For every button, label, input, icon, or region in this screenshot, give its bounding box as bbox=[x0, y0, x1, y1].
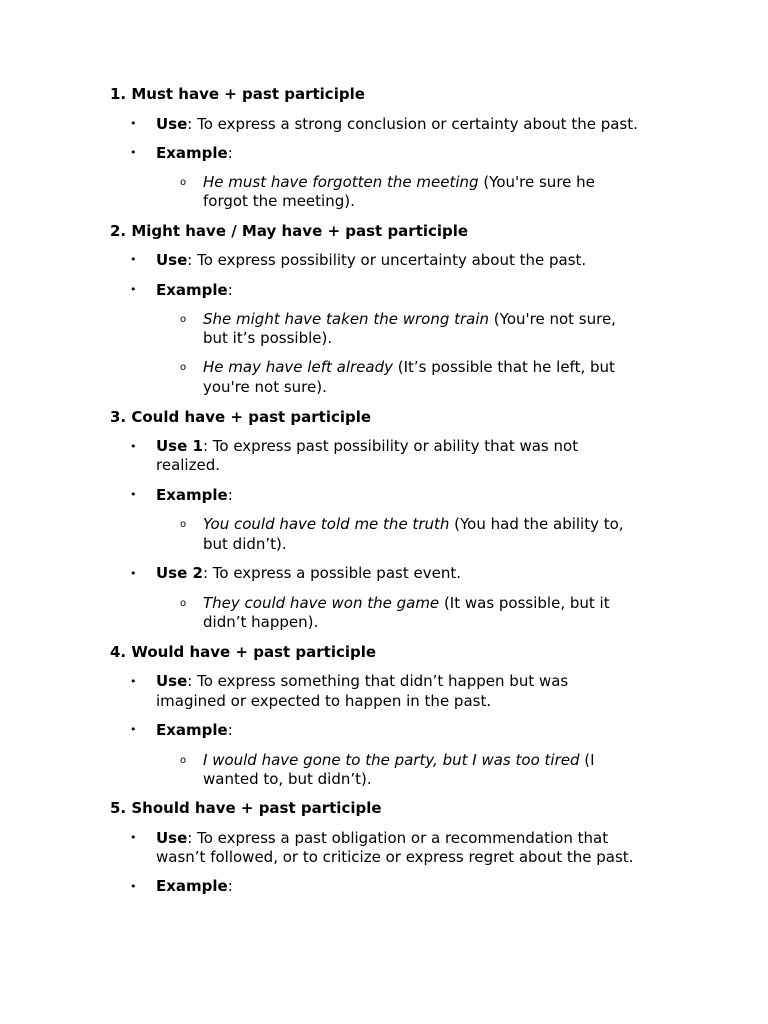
example-continuation: you're not sure). bbox=[203, 378, 327, 396]
example-italic: She might have taken the wrong train bbox=[203, 310, 490, 328]
bullet-icon: • bbox=[130, 880, 137, 893]
example-colon: : bbox=[227, 281, 233, 299]
sub-bullet-icon: o bbox=[180, 755, 187, 766]
bullet-icon: • bbox=[130, 831, 137, 844]
example-label: Example bbox=[156, 721, 228, 739]
example-note: (You had the ability to, bbox=[449, 515, 624, 533]
use-text: : To express past possibility or ability that was not bbox=[202, 437, 579, 455]
example-item bbox=[156, 280, 233, 300]
example-sentence bbox=[203, 750, 595, 770]
example-label: Example bbox=[156, 877, 228, 895]
use-item bbox=[156, 563, 461, 583]
section-heading: 5. Should have + past participle bbox=[110, 799, 382, 817]
example-colon: : bbox=[227, 721, 233, 739]
use-continuation: realized. bbox=[156, 456, 220, 474]
example-sentence bbox=[203, 593, 610, 613]
example-continuation: forgot the meeting). bbox=[203, 192, 355, 210]
sub-bullet-icon: o bbox=[180, 314, 187, 325]
example-item bbox=[156, 143, 233, 163]
sub-bullet-icon: o bbox=[180, 362, 187, 373]
use-label: Use bbox=[156, 115, 188, 133]
example-note: (You're not sure, bbox=[489, 310, 616, 328]
example-italic: They could have won the game bbox=[203, 594, 440, 612]
use-label: Use 1 bbox=[156, 437, 203, 455]
use-item bbox=[156, 250, 586, 270]
bullet-icon: • bbox=[130, 146, 137, 159]
example-label: Example bbox=[156, 281, 228, 299]
example-item bbox=[156, 876, 233, 896]
example-italic: I would have gone to the party, but I was too tired bbox=[203, 751, 580, 769]
section-heading: 1. Must have + past participle bbox=[110, 85, 365, 103]
example-label: Example bbox=[156, 486, 228, 504]
bullet-icon: • bbox=[130, 723, 137, 736]
example-sentence bbox=[203, 172, 595, 192]
use-item bbox=[156, 114, 638, 134]
section-heading: 3. Could have + past participle bbox=[110, 408, 372, 426]
example-colon: : bbox=[227, 486, 233, 504]
use-label: Use bbox=[156, 251, 188, 269]
example-note: (You're sure he bbox=[478, 173, 595, 191]
example-note: (It was possible, but it bbox=[439, 594, 610, 612]
use-item bbox=[156, 436, 578, 456]
use-continuation: imagined or expected to happen in the past. bbox=[156, 692, 492, 710]
use-text: : To express a strong conclusion or certainty about the past. bbox=[187, 115, 638, 133]
use-label: Use 2 bbox=[156, 564, 203, 582]
example-italic: He must have forgotten the meeting bbox=[203, 173, 479, 191]
bullet-icon: • bbox=[130, 488, 137, 501]
bullet-icon: • bbox=[130, 567, 137, 580]
use-text: : To express a past obligation or a recommendation that bbox=[187, 829, 609, 847]
example-italic: You could have told me the truth bbox=[203, 515, 450, 533]
example-sentence bbox=[203, 309, 616, 329]
sub-bullet-icon: o bbox=[180, 177, 187, 188]
bullet-icon: • bbox=[130, 283, 137, 296]
example-continuation: but it’s possible). bbox=[203, 329, 333, 347]
example-label: Example bbox=[156, 144, 228, 162]
section-heading: 2. Might have / May have + past participle bbox=[110, 222, 469, 240]
sub-bullet-icon: o bbox=[180, 598, 187, 609]
bullet-icon: • bbox=[130, 253, 137, 266]
use-text: : To express something that didn’t happen but was bbox=[187, 672, 569, 690]
use-text: : To express possibility or uncertainty about the past. bbox=[187, 251, 587, 269]
section-heading: 4. Would have + past participle bbox=[110, 643, 377, 661]
use-item bbox=[156, 828, 608, 848]
bullet-icon: • bbox=[130, 440, 137, 453]
example-item bbox=[156, 720, 233, 740]
use-item bbox=[156, 671, 568, 691]
example-colon: : bbox=[227, 877, 233, 895]
example-item bbox=[156, 485, 233, 505]
use-continuation: wasn’t followed, or to criticize or express regret about the past. bbox=[156, 848, 634, 866]
use-text: : To express a possible past event. bbox=[202, 564, 461, 582]
use-label: Use bbox=[156, 829, 188, 847]
bullet-icon: • bbox=[130, 675, 137, 688]
example-continuation: but didn’t). bbox=[203, 535, 287, 553]
example-italic: He may have left already bbox=[203, 358, 393, 376]
example-continuation: didn’t happen). bbox=[203, 613, 319, 631]
example-sentence bbox=[203, 357, 615, 377]
example-continuation: wanted to, but didn’t). bbox=[203, 770, 372, 788]
use-label: Use bbox=[156, 672, 188, 690]
example-sentence bbox=[203, 514, 624, 534]
bullet-icon: • bbox=[130, 117, 137, 130]
example-note: (It’s possible that he left, but bbox=[392, 358, 615, 376]
sub-bullet-icon: o bbox=[180, 519, 187, 530]
example-note: (I bbox=[579, 751, 595, 769]
example-colon: : bbox=[227, 144, 233, 162]
